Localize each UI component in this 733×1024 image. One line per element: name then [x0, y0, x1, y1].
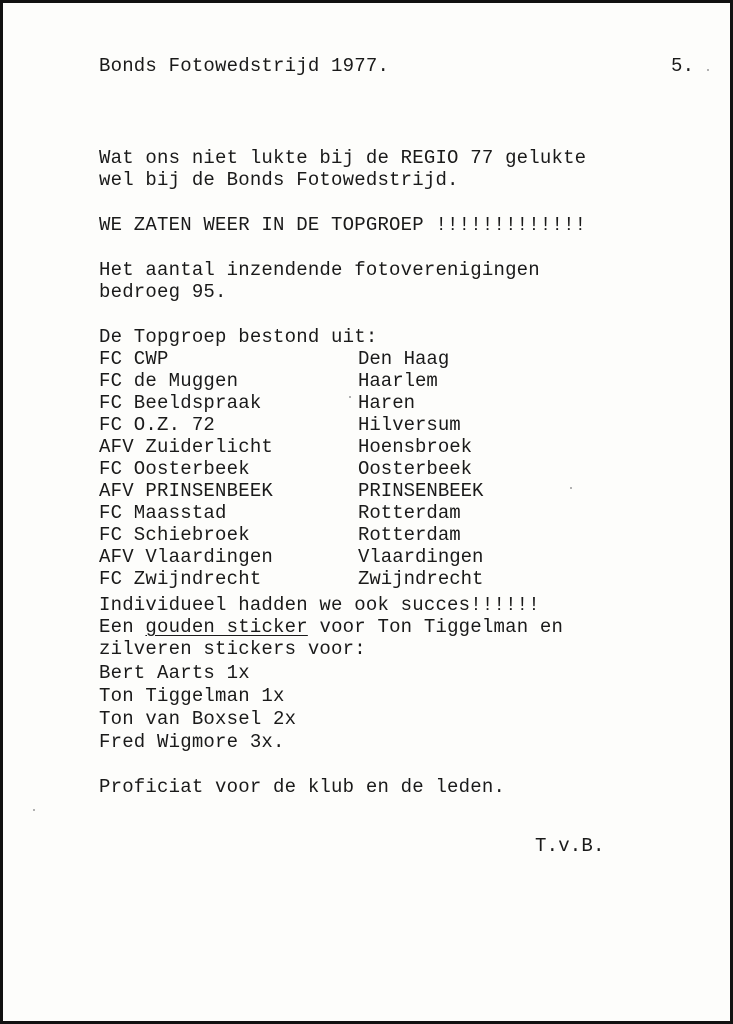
club-name: FC Beeldspraak — [99, 392, 262, 414]
club-city: Rotterdam — [358, 502, 461, 524]
club-name: FC CWP — [99, 348, 169, 370]
club-city: Haren — [358, 392, 416, 414]
signature: T.v.B. — [535, 835, 605, 857]
club-name: AFV Zuiderlicht — [99, 436, 274, 458]
winner-item: Ton van Boxsel 2x — [99, 708, 297, 730]
scan-speck — [707, 69, 709, 71]
count-line-2: bedroeg 95. — [99, 281, 227, 303]
intro-line-1: Wat ons niet lukte bij de REGIO 77 gelukte — [99, 147, 587, 169]
document-title: Bonds Fotowedstrijd 1977. — [99, 55, 390, 77]
club-name: FC O.Z. 72 — [99, 414, 216, 436]
scan-speck — [570, 487, 572, 489]
scan-speck — [349, 396, 351, 398]
page-number: 5. — [671, 55, 695, 77]
club-city: Haarlem — [358, 370, 438, 392]
gold-sticker-underlined: gouden sticker — [145, 616, 308, 638]
line-suffix: voor Ton Tiggelman en — [307, 616, 564, 638]
winner-item: Bert Aarts 1x — [99, 662, 250, 684]
club-city: Den Haag — [358, 348, 450, 370]
club-name: FC de Muggen — [99, 370, 239, 392]
individual-line-2 — [99, 616, 563, 638]
count-line-1: Het aantal inzendende fotoverenigingen — [99, 259, 540, 281]
individual-line-3: zilveren stickers voor: — [99, 638, 366, 660]
club-name: AFV Vlaardingen — [99, 546, 274, 568]
club-name: FC Schiebroek — [99, 524, 250, 546]
scan-speck — [33, 809, 35, 811]
club-city: Oosterbeek — [358, 458, 473, 480]
club-city: Zwijndrecht — [358, 568, 484, 590]
closing-line: Proficiat voor de klub en de leden. — [99, 776, 506, 798]
club-city: Hilversum — [358, 414, 461, 436]
club-city: PRINSENBEEK — [358, 480, 484, 502]
intro-line-2: wel bij de Bonds Fotowedstrijd. — [99, 169, 459, 191]
topgroup-heading: De Topgroep bestond uit: — [99, 326, 378, 348]
club-name: FC Oosterbeek — [99, 458, 250, 480]
club-name: AFV PRINSENBEEK — [99, 480, 274, 502]
club-city: Vlaardingen — [358, 546, 484, 568]
topgroup-announcement: WE ZATEN WEER IN DE TOPGROEP !!!!!!!!!!!!! — [99, 214, 587, 236]
club-name: FC Maasstad — [99, 502, 227, 524]
individual-line-1: Individueel hadden we ook succes!!!!!! — [99, 594, 540, 616]
line-prefix: Een — [99, 616, 146, 638]
club-city: Hoensbroek — [358, 436, 473, 458]
winner-item: Fred Wigmore 3x. — [99, 731, 285, 753]
club-name: FC Zwijndrecht — [99, 568, 262, 590]
club-city: Rotterdam — [358, 524, 461, 546]
winner-item: Ton Tiggelman 1x — [99, 685, 285, 707]
